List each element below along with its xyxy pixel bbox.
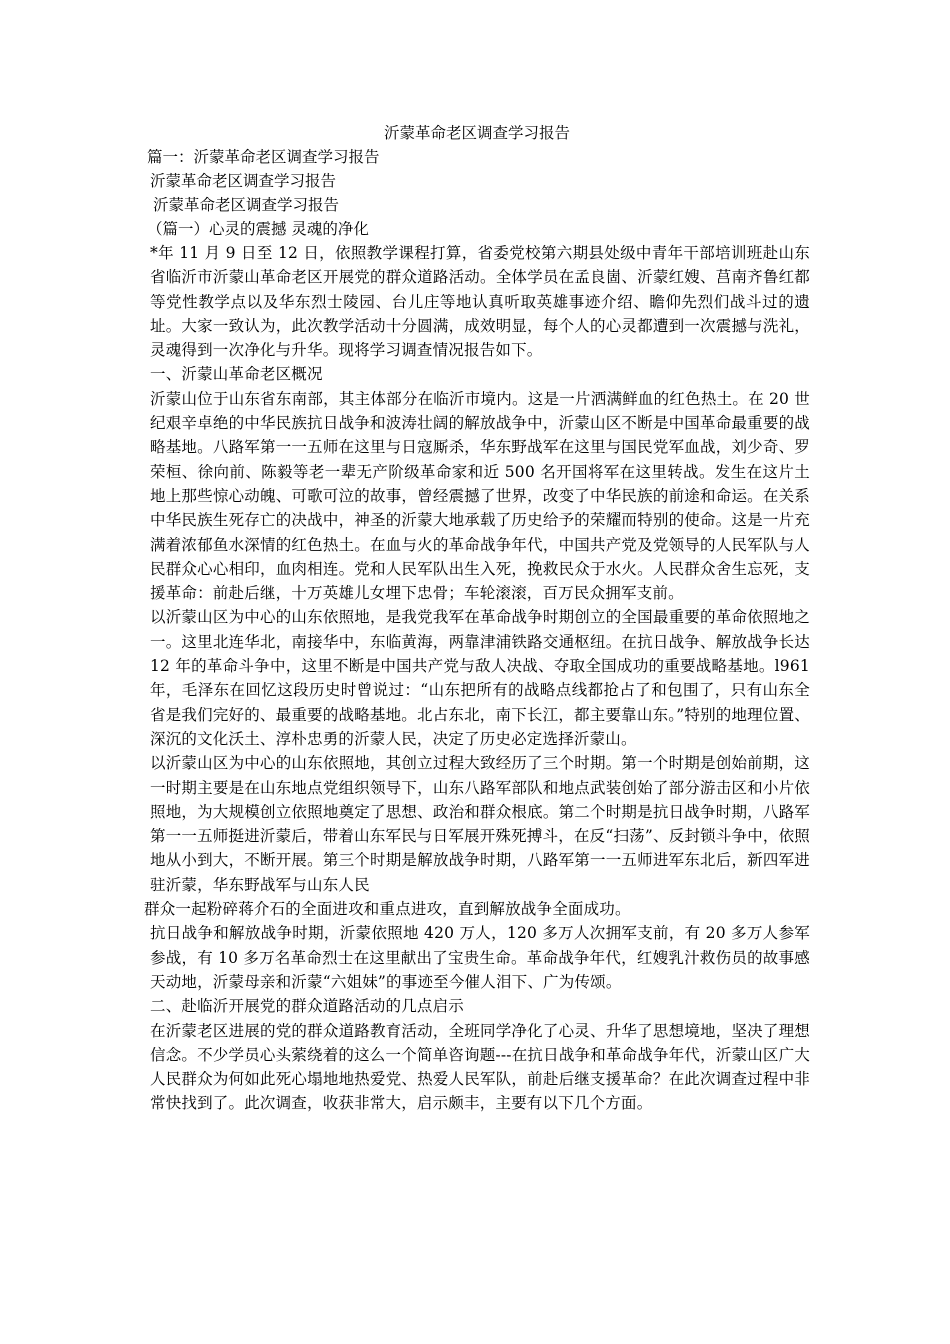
paragraph-overview: 沂蒙山位于山东省东南部，其主体部分在临沂市境内。这是一片洒满鲜血的红色热土。在 20 世纪艰辛卓绝的中华民族抗日战争和波涛壮阔的解放战争中，沂蒙山区不断是中国革命最重要的战略基地。八路军第一一五师在这里与日寇厮杀，华东野战军在这里与国民党军血战，刘少奇、罗荣桓、徐向前、陈毅等老一辈无产阶级革命家和近 500 名开国将军在这里转战。发生在这片土地上那些惊心动魄、可歌可泣的故事，曾经震撼了世界，改变了中华民族的前途和命运。在关系中华民族生死存亡的决战中，神圣的沂蒙大地承载了历史给予的荣耀而特别的使命。这是一片充满着浓郁鱼水深情的红色热土。在血与火的革命战争年代，中国共产党及党领导的人民军队与人民群众心心相印，血肉相连。党和人民军队出生入死，挽救民众于水火。人民群众舍生忘死，支援革命：前赴后继，十万英雄儿女埋下忠骨；车轮滚滚，百万民众拥军支前。 — [150, 389, 810, 603]
section-subtitle: （篇一）心灵的震撼 灵魂的净化 — [147, 220, 369, 238]
section-heading-2: 二、赴临沂开展党的群众道路活动的几点启示 — [150, 997, 465, 1016]
paragraph-insights: 在沂蒙老区进展的党的群众道路教育活动，全班同学净化了心灵、升华了思想境地，坚决了理想信念。不少学员心头萦绕着的这么一个简单咨询题---在抗日战争和革命战争年代，沂蒙山区广大人民群众为何如此死心塌地地热爱党、热爱人民军队，前赴后继支援革命？在此次调查过程中非常快找到了。此次调查，收获非常大，启示颇丰，主要有以下几个方面。 — [150, 1021, 811, 1113]
section-heading-1: 一、沂蒙山革命老区概况 — [150, 365, 323, 384]
paragraph-history: 以沂蒙山区为中心的山东依照地，其创立过程大致经历了三个时期。第一个时期是创始前期，这一时期主要是在山东地点党组织领导下，山东八路军部队和地点武装创始了部分游击区和小片依照地，为大规模创立依照地奠定了思想、政治和群众根底。第二个时期是抗日战争时期，八路军第一一五师挺进沂蒙后，带着山东军民与日军展开殊死搏斗，在反“扫荡”、反封锁斗争中，依照地从小到大，不断开展。第三个时期是解放战争时期，八路军第一一五师进军东北后，新四军进驻沂蒙，华东野战军与山东人民 — [150, 754, 810, 894]
header-line-3: 沂蒙革命老区调查学习报告 — [153, 196, 340, 214]
paragraph-history-cont: 群众一起粉碎蒋介石的全面进攻和重点进攻，直到解放战争全面成功。 — [144, 900, 631, 919]
document-page — [144, 121, 810, 1116]
paragraph-base: 以沂蒙山区为中心的山东依照地，是我党我军在革命战争时期创立的全国最重要的革命依照地之一。这里北连华北，南接华中，东临黄海，两靠津浦铁路交通枢纽。在抗日战争、解放战争长达 12 年的革命斗争中，这里不断是中国共产党与敌人决战、夺取全国成功的重要战略基地。l961 年，毛泽东在回忆这段历史时曾说过：“山东把所有的战略点线都抢占了和包围了，只有山东全省是我们完好的、最重要的战略基地。北占东北，南下长江，都主要靠山东。”特别的地理位置、深沉的文化沃土、淳朴忠勇的沂蒙人民，决定了历史必定选择沂蒙山。 — [150, 608, 810, 748]
paragraph-intro: *年 11 月 9 日至 12 日，依照教学课程打算，省委党校第六期县处级中青年干部培训班赴山东省临沂市沂蒙山革命老区开展党的群众道路活动。全体学员在孟良崮、沂蒙红嫂、莒南齐鲁红都等党性教学点以及华东烈士陵园、台儿庄等地认真听取英雄事迹介绍、瞻仰先烈们战斗过的遗址。大家一致认为，此次教学活动十分圆满，成效明显，每个人的心灵都遭到一次震撼与洗礼，灵魂得到一次净化与升华。现将学习调查情况报告如下。 — [150, 244, 810, 360]
paragraph-statistics: 抗日战争和解放战争时期，沂蒙依照地 420 万人，120 多万人次拥军支前，有 20 多万人参军参战，有 10 多万名革命烈士在这里献出了宝贵生命。革命战争年代，红嫂乳汁救伤员的故事感天动地，沂蒙母亲和沂蒙“六姐妹”的事迹至今催人泪下、广为传颂。 — [150, 924, 810, 991]
header-line-2: 沂蒙革命老区调查学习报告 — [150, 172, 337, 190]
header-line-1: 篇一：沂蒙革命老区调查学习报告 — [147, 148, 380, 166]
document-title: 沂蒙革命老区调查学习报告 — [383, 124, 570, 142]
